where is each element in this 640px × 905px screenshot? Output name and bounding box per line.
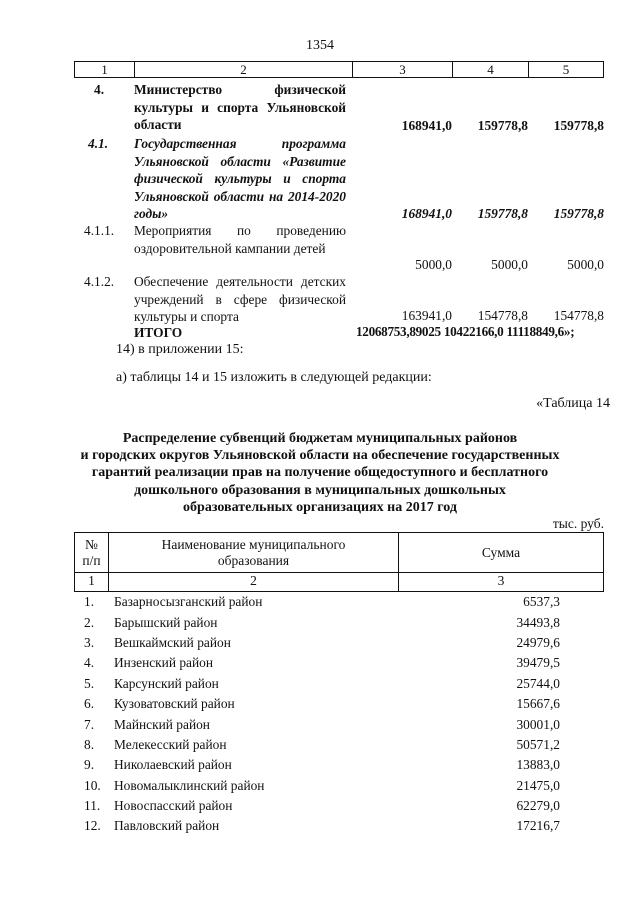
row-value-col3: 168941,0 — [401, 118, 452, 133]
row-name: Николаевский район — [114, 757, 232, 773]
table-title-line: дошкольного образования в муниципальных дошкольных — [134, 482, 506, 498]
table-row — [74, 633, 604, 653]
row-number: 4. — [84, 655, 95, 671]
row-number: 10. — [84, 777, 101, 793]
row-sum: 34493,8 — [516, 614, 560, 630]
table-row — [74, 592, 604, 612]
row-number: 3. — [84, 634, 95, 650]
table-row — [74, 674, 604, 694]
row-value-col4: 159778,8 — [477, 118, 528, 133]
row-name: Кузоватовский район — [114, 696, 235, 712]
total-label: ИТОГО — [134, 325, 183, 340]
row-name: Павловский район — [114, 818, 220, 834]
table-title — [40, 430, 600, 516]
row-sum: 6537,3 — [523, 594, 560, 610]
table-title-line: образовательных организациях на 2017 год — [183, 499, 457, 515]
row-sum: 25744,0 — [516, 675, 560, 691]
header-col-1: 1 — [75, 62, 135, 77]
table-row — [74, 653, 604, 673]
row-name: Обеспечение деятельности детских учреждений в сфере физической культуры и спорта — [134, 274, 346, 325]
row-value-col3: 5000,0 — [415, 257, 452, 272]
row-number: 1. — [84, 594, 95, 610]
row-number: 5. — [84, 675, 95, 691]
row-number: 11. — [84, 798, 101, 814]
table-caption: «Таблица 14 — [536, 396, 610, 411]
row-sum: 24979,6 — [516, 634, 560, 650]
row-number: 6. — [84, 696, 95, 712]
table-row — [74, 714, 604, 734]
paragraph-item-14: 14) в приложении 15: — [116, 342, 244, 357]
col-number-1: 1 — [75, 573, 109, 591]
units-label: тыс. руб. — [552, 516, 604, 531]
table-title-line: гарантий реализации прав на получение общедоступного и бесплатного — [91, 465, 549, 481]
row-number: 4.1.2. — [84, 274, 115, 289]
header-sum: Сумма — [481, 544, 521, 560]
row-sum: 62279,0 — [516, 798, 560, 814]
header-col-4: 4 — [453, 62, 529, 77]
paragraph-item-a: а) таблицы 14 и 15 изложить в следующей редакции: — [116, 370, 432, 385]
row-sum: 30001,0 — [516, 716, 560, 732]
row-value-col5: 159778,8 — [553, 118, 604, 133]
row-number: 12. — [84, 818, 101, 834]
header-name: Наименование муниципального образования — [109, 533, 399, 572]
table-title-line: Распределение субвенций бюджетам муниципальных районов — [122, 431, 518, 446]
row-name: Новоспасский район — [114, 798, 233, 814]
row-value-col4: 5000,0 — [491, 257, 528, 272]
row-name: Мелекесский район — [114, 736, 227, 752]
table-row — [74, 816, 604, 836]
col-number-2: 2 — [109, 573, 399, 591]
row-number: 7. — [84, 716, 95, 732]
row-number: 4.1. — [88, 136, 109, 151]
row-value-col5: 159778,8 — [553, 206, 604, 221]
header-col-3: 3 — [353, 62, 453, 77]
top-table-header — [74, 61, 604, 78]
row-name: Базарносызганский район — [114, 594, 263, 610]
table-row — [74, 694, 604, 714]
table-row — [74, 755, 604, 775]
table-row — [74, 796, 604, 816]
row-number: 9. — [84, 757, 95, 773]
row-name: Барышский район — [114, 614, 218, 630]
row-name: Государственная программа Ульяновской области «Развитие физической культуры и спорта Ульяновской области на 2014-2020 годы» — [134, 136, 346, 222]
row-name: Министерство физической культуры и спорта Ульяновской области — [134, 82, 346, 133]
row-name: Инзенский район — [114, 655, 214, 671]
row-name: Майнский район — [114, 716, 210, 732]
total-values: 12068753,89025 10422166,0 11118849,6»; — [356, 324, 575, 339]
header-col-5: 5 — [562, 62, 570, 77]
row-sum: 17216,7 — [516, 818, 560, 834]
row-value-col4: 159778,8 — [477, 206, 528, 221]
row-number: 4. — [94, 82, 105, 97]
row-value-col5: 154778,8 — [553, 308, 604, 323]
row-value-col4: 154778,8 — [477, 308, 528, 323]
row-name: Мероприятия по проведению оздоровительной кампании детей — [134, 223, 346, 256]
table-row — [74, 735, 604, 755]
row-name: Карсунский район — [114, 675, 219, 691]
table-title-line: и городских округов Ульяновской области на обеспечение государственных — [80, 448, 560, 464]
header-num: № п/п — [75, 533, 109, 572]
row-name: Вешкаймский район — [114, 634, 231, 650]
table14-header — [74, 532, 604, 592]
table-row — [74, 776, 604, 796]
col-number-3: 3 — [497, 573, 505, 588]
row-name: Новомалыклинский район — [114, 777, 265, 793]
header-col-2: 2 — [135, 62, 353, 77]
row-value-col3: 163941,0 — [401, 308, 452, 323]
page-number: 1354 — [306, 38, 334, 53]
row-sum: 50571,2 — [516, 736, 560, 752]
row-sum: 15667,6 — [516, 696, 560, 712]
row-number: 2. — [84, 614, 95, 630]
row-value-col3: 168941,0 — [401, 206, 452, 221]
row-value-col5: 5000,0 — [567, 257, 604, 272]
table-row — [74, 612, 604, 632]
table14-body — [74, 592, 604, 837]
row-sum: 21475,0 — [516, 777, 560, 793]
row-number: 4.1.1. — [84, 223, 115, 238]
row-number: 8. — [84, 736, 95, 752]
row-sum: 39479,5 — [516, 655, 560, 671]
row-sum: 13883,0 — [516, 757, 560, 773]
